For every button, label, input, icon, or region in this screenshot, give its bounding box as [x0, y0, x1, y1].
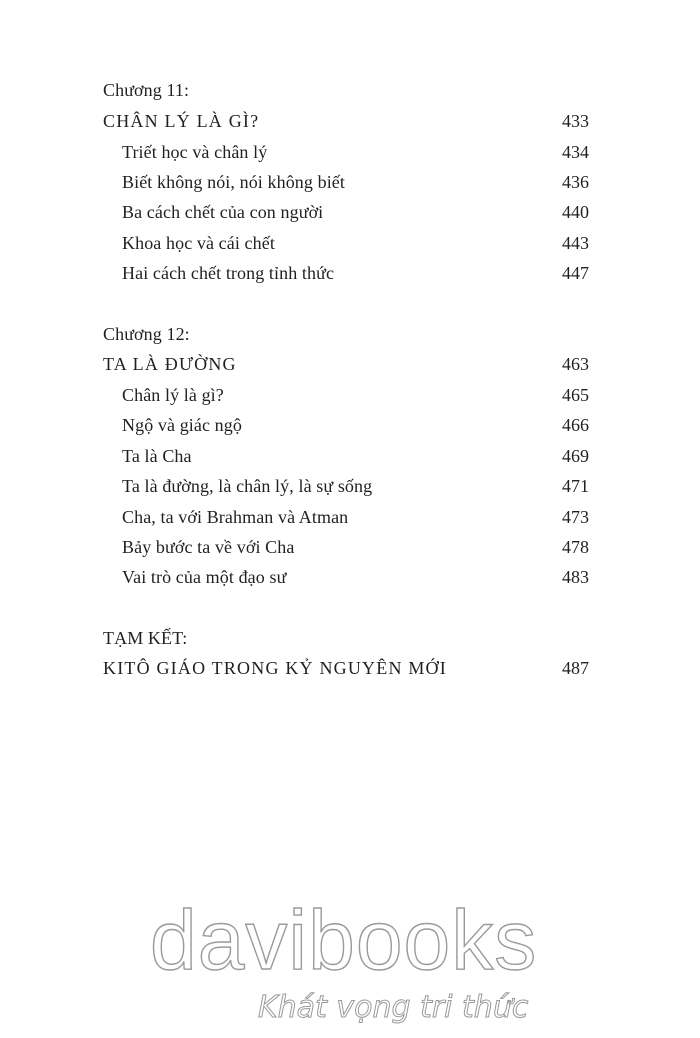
toc-entry-page: 471 — [562, 476, 589, 496]
toc-entry-page: 443 — [562, 233, 589, 253]
conclusion-title: KITÔ GIÁO TRONG KỶ NGUYÊN MỚI — [103, 658, 447, 678]
toc-entry-page: 478 — [562, 537, 589, 557]
toc-entry: Biết không nói, nói không biết — [122, 172, 345, 192]
watermark-tagline: Khát vọng tri thức — [258, 990, 529, 1025]
toc-entry: Ba cách chết của con người — [122, 202, 324, 222]
chapter-11-label: Chương 11: — [103, 80, 190, 100]
toc-entry: Cha, ta với Brahman và Atman — [122, 507, 349, 527]
toc-entry: Ngộ và giác ngộ — [122, 415, 242, 435]
chapter-11-title: CHÂN LÝ LÀ GÌ? — [103, 111, 260, 131]
chapter-12-page: 463 — [562, 354, 589, 374]
toc-entry-page: 473 — [562, 507, 589, 527]
toc-entry: Triết học và chân lý — [122, 142, 268, 162]
toc-entry: Chân lý là gì? — [122, 385, 224, 405]
toc-entry-page: 483 — [562, 567, 589, 587]
davibooks-watermark — [150, 895, 550, 1035]
toc-entry: Vai trò của một đạo sư — [122, 567, 287, 587]
chapter-12-label: Chương 12: — [103, 324, 190, 344]
conclusion-label: TẠM KẾT: — [103, 628, 188, 648]
watermark-brand: davibooks — [150, 893, 538, 987]
conclusion-page: 487 — [562, 658, 589, 678]
toc-entry-page: 440 — [562, 202, 589, 222]
chapter-12-title: TA LÀ ĐƯỜNG — [103, 354, 237, 374]
toc-entry-page: 465 — [562, 385, 589, 405]
toc-entry-page: 469 — [562, 446, 589, 466]
toc-entry: Ta là đường, là chân lý, là sự sống — [122, 476, 373, 496]
toc-entry-page: 436 — [562, 172, 589, 192]
toc-entry-page: 434 — [562, 142, 589, 162]
toc-entry: Ta là Cha — [122, 446, 192, 466]
toc-entry: Hai cách chết trong tỉnh thức — [122, 263, 335, 283]
toc-entry: Khoa học và cái chết — [122, 233, 275, 253]
toc-entry: Bảy bước ta về với Cha — [122, 537, 295, 557]
toc-entry-page: 466 — [562, 415, 589, 435]
toc-entry-page: 447 — [562, 263, 589, 283]
chapter-11-page: 433 — [562, 111, 589, 131]
